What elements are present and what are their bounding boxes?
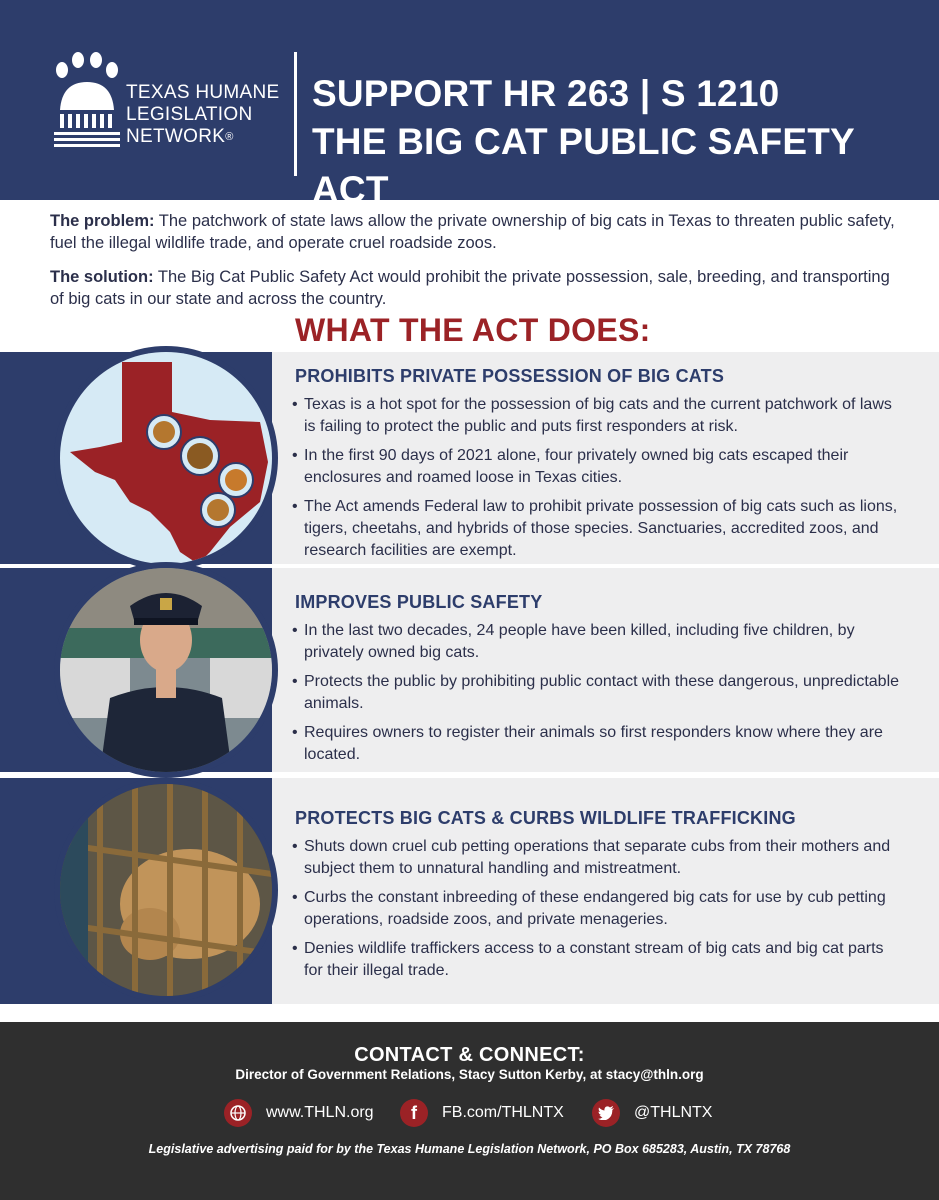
police-officer-icon: [60, 568, 272, 772]
contact-director: Director of Government Relations, Stacy Sutton Kerby, at stacy@thln.org: [235, 1067, 704, 1082]
feature-bullet-list: [292, 394, 902, 569]
title-line-1: SUPPORT HR 263 | S 1210: [312, 73, 780, 114]
feature-bullet-list: [292, 620, 902, 773]
footer: [0, 1022, 939, 1200]
feature-image-frame: [54, 346, 278, 570]
facebook-text[interactable]: FB.com/THLNTX: [442, 1104, 564, 1121]
website-text[interactable]: www.THLN.org: [266, 1104, 374, 1121]
list-item: • In the last two decades, 24 people have been killed, including five children, by privately owned big cats.: [292, 620, 902, 664]
feature-band-trafficking: [0, 778, 939, 1004]
header-banner: [0, 0, 939, 210]
list-item: • Curbs the constant inbreeding of these endangered big cats for use by cub petting operations, roadside zoos, and private menageries.: [292, 887, 902, 931]
problem-paragraph: [50, 210, 900, 254]
list-item: • Shuts down cruel cub petting operations that separate cubs from their mothers and subject them to unnatural handling and mistreatment.: [292, 836, 902, 880]
feature-title: PROTECTS BIG CATS & CURBS WILDLIFE TRAFFICKING: [295, 808, 796, 828]
logo-wordmark: [126, 82, 280, 148]
texas-map-image: [60, 352, 272, 564]
disclaimer: Legislative advertising paid for by the Texas Humane Legislation Network, PO Box 685283, Austin, TX 78768: [148, 1142, 791, 1156]
logo-line-1: TEXAS HUMANE: [126, 82, 280, 103]
paw-logo-icon: [52, 52, 122, 150]
problem-label: The problem:: [50, 212, 155, 230]
list-item: • Protects the public by prohibiting public contact with these dangerous, unpredictable animals.: [292, 671, 902, 715]
logo-line-3: NETWORK: [126, 126, 226, 147]
solution-label: The solution:: [50, 268, 154, 286]
caged-lion-image: [60, 784, 272, 996]
globe-icon: [224, 1099, 252, 1127]
website-link[interactable]: [224, 1098, 374, 1128]
feature-title: IMPROVES PUBLIC SAFETY: [295, 592, 543, 612]
twitter-text[interactable]: @THLNTX: [634, 1104, 713, 1121]
facebook-icon: f: [400, 1099, 428, 1127]
list-item: • Texas is a hot spot for the possession of big cats and the current patchwork of laws is failing to protect the public and puts first responders at risk.: [292, 394, 902, 438]
title-line-2: THE BIG CAT PUBLIC SAFETY ACT: [312, 121, 855, 210]
feature-image-frame: [54, 778, 278, 1002]
thln-logo: [52, 52, 292, 152]
intro-text: [50, 210, 900, 322]
twitter-link[interactable]: [592, 1098, 712, 1128]
feature-image-frame: [54, 562, 278, 778]
problem-text: The patchwork of state laws allow the private ownership of big cats in Texas to threaten public safety, fuel the illegal wildlife trade, and operate cruel roadside zoos.: [50, 212, 895, 252]
logo-line-2: LEGISLATION: [126, 104, 253, 125]
list-item: • In the first 90 days of 2021 alone, four privately owned big cats escaped their enclosures and roamed loose in Texas cities.: [292, 445, 902, 489]
registered-mark: ®: [225, 131, 234, 143]
police-officer-image: [60, 568, 272, 772]
feature-band-possession: [0, 352, 939, 564]
section-heading: WHAT THE ACT DOES:: [295, 312, 651, 348]
feature-bullet-list: [292, 836, 902, 989]
header-divider: [294, 52, 297, 176]
solution-text: The Big Cat Public Safety Act would prohibit the private possession, sale, breeding, and transporting of big cats in our state and across the country.: [50, 268, 890, 308]
feature-title: PROHIBITS PRIVATE POSSESSION OF BIG CATS: [295, 366, 725, 386]
facebook-link[interactable]: [400, 1098, 564, 1128]
twitter-icon: [592, 1099, 620, 1127]
page-title: [312, 70, 939, 214]
texas-map-icon: [60, 352, 272, 564]
contact-title: CONTACT & CONNECT:: [354, 1044, 585, 1066]
caged-lion-icon: [60, 784, 272, 996]
list-item: • Denies wildlife traffickers access to a constant stream of big cats and big cat parts for their illegal trade.: [292, 938, 902, 982]
list-item: • Requires owners to register their animals so first responders know where they are located.: [292, 722, 902, 766]
feature-band-safety: [0, 568, 939, 772]
list-item: • The Act amends Federal law to prohibit private possession of big cats such as lions, tigers, cheetahs, and hybrids of those species. Sanctuaries, accredited zoos, and research facilities are exempt.: [292, 496, 902, 562]
solution-paragraph: [50, 266, 900, 310]
